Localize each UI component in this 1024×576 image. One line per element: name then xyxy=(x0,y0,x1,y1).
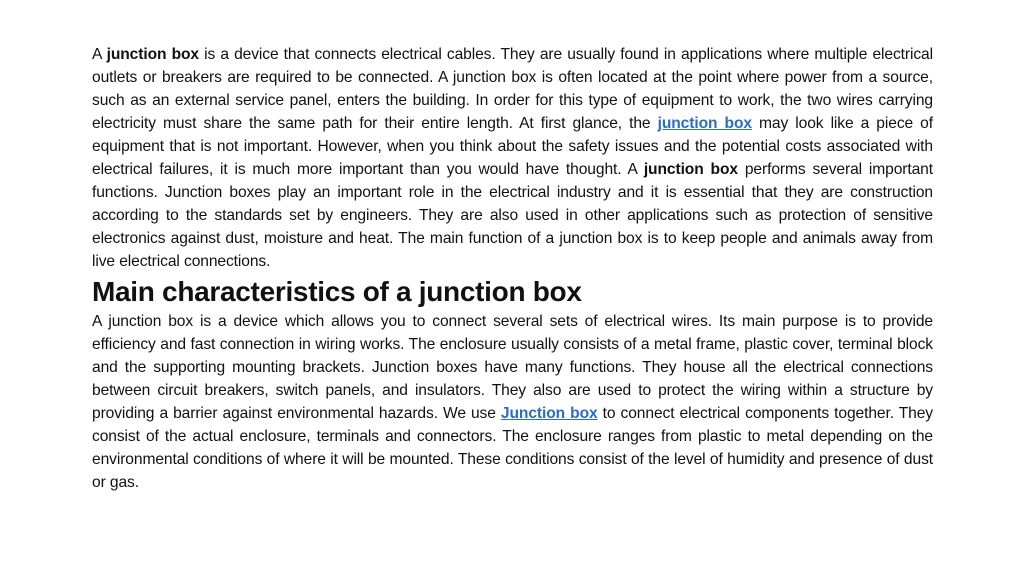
intro-paragraph xyxy=(92,43,933,273)
junction-box-bold-term-2: junction box xyxy=(643,161,738,178)
characteristics-paragraph xyxy=(92,310,933,494)
characteristics-text-2: to connect electrical components together. They consist of the actual enclosure, terminals and connectors. The enclosure ranges from plastic to metal depending on the environmental conditions of where it will be mounted. These conditions consist of the level of humidity and presence of dust or gas. xyxy=(92,405,934,491)
junction-box-link-2[interactable]: Junction box xyxy=(500,405,598,422)
document-page xyxy=(92,43,933,494)
intro-text-3: may look like a piece of equipment that is not important. However, when you think about the safety issues and the potential costs associated with electrical failures, it is much more important than you would have thought. A xyxy=(92,115,933,178)
intro-text-1: A xyxy=(92,46,107,63)
junction-box-bold-term: junction box xyxy=(106,46,199,63)
intro-text-2: is a device that connects electrical cables. They are usually found in applications where multiple electrical outlets or breakers are required to be connected. A junction box is often located at the point where power from a source, such as an external service panel, enters the building. In order for this type of equipment to work, the two wires carrying electricity must share the same path for their entire length. At first glance, the xyxy=(92,46,933,132)
junction-box-link[interactable]: junction box xyxy=(657,115,752,132)
characteristics-text-1: A junction box is a device which allows you to connect several sets of electrical wires. Its main purpose is to provide efficiency and fast connection in wiring works. The enclosure usually consists of a metal frame, plastic cover, terminal block and the supporting mounting brackets. Junction boxes have many functions. They house all the electrical connections between circuit breakers, switch panels, and insulators. They also are used to protect the wiring within a structure by providing a barrier against environmental hazards. We use xyxy=(92,313,933,422)
intro-text-4: performs several important functions. Junction boxes play an important role in the electrical industry and it is essential that they are construction according to the standards set by engineers. They are also used in other applications such as protection of sensitive electronics against dust, moisture and heat. The main function of a junction box is to keep people and animals away from live electrical connections. xyxy=(92,161,933,270)
section-heading: Main characteristics of a junction box xyxy=(92,276,582,307)
